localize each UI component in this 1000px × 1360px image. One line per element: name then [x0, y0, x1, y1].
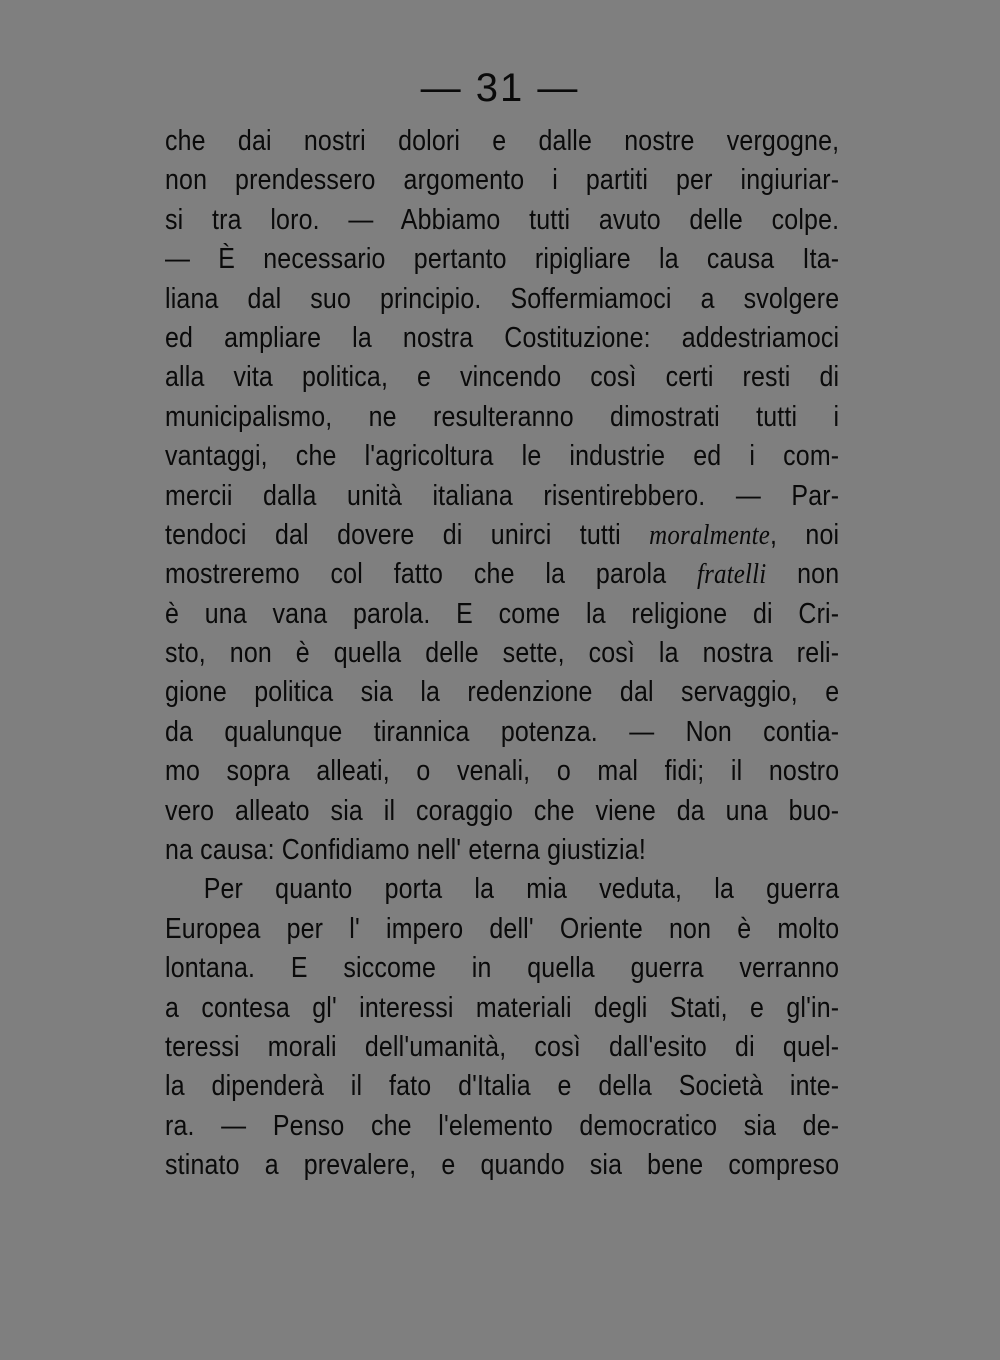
text-line: da qualunque tirannica potenza. — Non contia-	[165, 715, 840, 748]
text-line: la dipenderà il fato d'Italia e della Società inte-	[165, 1070, 840, 1103]
text-line	[165, 516, 839, 555]
text-segment: , noi	[769, 518, 840, 551]
text-line: mo sopra alleati, o venali, o mal fidi; il nostro	[165, 755, 840, 788]
paragraph-1	[165, 122, 840, 870]
paragraph-2	[165, 870, 840, 1185]
text-line: na causa: Confidiamo nell' eterna giustizia!	[165, 834, 646, 867]
text-line: — È necessario pertanto ripigliare la causa Ita-	[165, 243, 840, 276]
body-text	[165, 122, 840, 1186]
text-segment: tendoci dal dovere di unirci tutti	[165, 518, 650, 551]
text-line	[165, 555, 839, 594]
text-segment: mostreremo col fatto che la parola	[165, 558, 698, 591]
italic-word: moralmente	[649, 518, 770, 551]
text-line: vero alleato sia il coraggio che viene da una buo-	[165, 794, 840, 827]
text-line: gione politica sia la redenzione dal servaggio, e	[165, 676, 840, 709]
text-line: non prendessero argomento i partiti per ingiuriar-	[165, 164, 840, 197]
text-line: si tra loro. — Abbiamo tutti avuto delle colpe.	[165, 203, 840, 236]
text-line: che dai nostri dolori e dalle nostre vergogne,	[165, 125, 840, 157]
page-number: — 31 —	[420, 66, 580, 110]
text-line: mercii dalla unità italiana risentirebbero. — Par-	[165, 479, 840, 512]
text-line: liana dal suo principio. Soffermiamoci a svolgere	[165, 282, 840, 315]
text-segment: non	[766, 558, 840, 591]
text-line: Per quanto porta la mia veduta, la guerra	[203, 873, 840, 906]
text-line: lontana. E siccome in quella guerra verranno	[165, 952, 840, 985]
text-line: vantaggi, che l'agricoltura le industrie ed i com-	[165, 440, 840, 473]
text-line: ra. — Penso che l'elemento democratico sia de-	[165, 1109, 840, 1142]
text-line: municipalismo, ne resulteranno dimostrati tutti i	[165, 400, 840, 433]
text-line: stinato a prevalere, e quando sia bene compreso	[165, 1149, 840, 1182]
text-line: è una vana parola. E come la religione di Cri-	[165, 597, 840, 630]
text-line: alla vita politica, e vincendo così certi resti di	[165, 361, 840, 394]
italic-word: fratelli	[697, 558, 767, 591]
text-line: teressi morali dell'umanità, così dall'esito di quel-	[165, 1030, 840, 1063]
text-line: sto, non è quella delle sette, così la nostra reli-	[165, 637, 840, 670]
text-line: ed ampliare la nostra Costituzione: addestriamoci	[165, 321, 840, 354]
text-line: a contesa gl' interessi materiali degli Stati, e gl'in-	[165, 991, 840, 1024]
text-line: Europea per l' impero dell' Oriente non è molto	[165, 912, 840, 945]
